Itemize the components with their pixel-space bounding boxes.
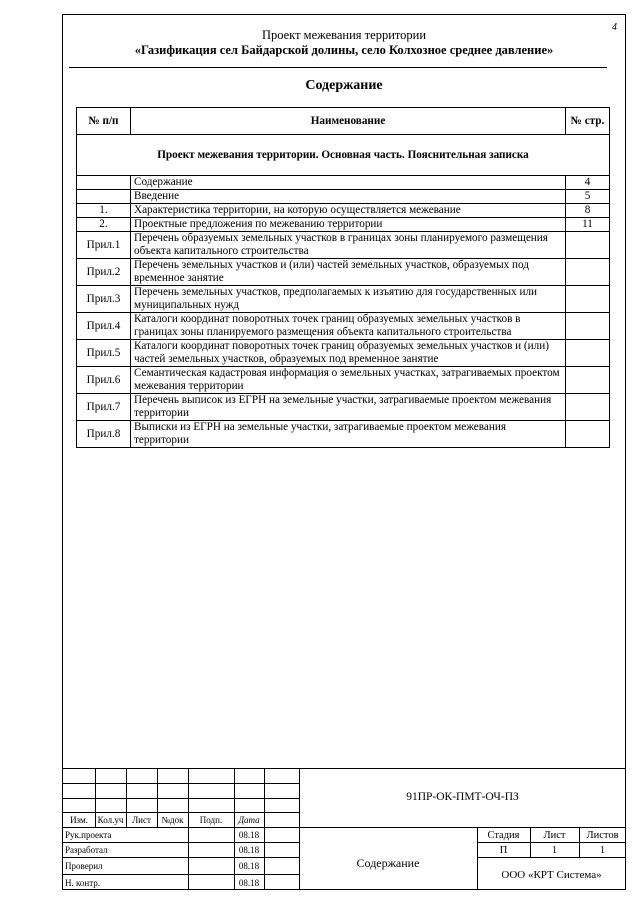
toc-num: Прил.7 [77,394,131,421]
toc-name: Выписки из ЕГРН на земельные участки, затрагиваемые проектом межевания территории [131,421,566,448]
stamp-col-list: Лист [132,815,151,825]
toc-table [76,107,610,448]
col-header-num: № п/п [77,108,131,135]
toc-row [77,190,610,204]
toc-num: 2. [77,218,131,232]
toc-row [77,204,610,218]
toc-page: 11 [566,218,610,232]
stamp-doc-name: Содержание [356,856,420,870]
stamp-date-4: 08.18 [238,878,260,888]
toc-header-row [77,108,610,135]
toc-num: Прил.5 [77,340,131,367]
toc-num: Прил.2 [77,259,131,286]
toc-title: Содержание [305,78,383,93]
stamp-col-data: Дата [238,815,260,825]
toc-row [77,421,610,448]
toc-page [566,259,610,286]
toc-num: Прил.8 [77,421,131,448]
toc-num: 1. [77,204,131,218]
toc-num: Прил.1 [77,232,131,259]
toc-page [566,313,610,340]
toc-section-title: Проект межевания территории. Основная часть. Пояснительная записка [77,135,610,176]
stamp-doc-code: 91ПР-ОК-ПМТ-ОЧ-ПЗ [406,791,519,803]
stamp-role-4: Н. контр. [65,878,101,888]
stamp-date-2: 08.18 [238,845,260,855]
toc-page: 5 [566,190,610,204]
stamp-date-1: 08.18 [238,830,260,840]
toc-row [77,232,610,259]
stamp-role-1: Рук.проекта [65,830,112,840]
toc-name: Каталоги координат поворотных точек границ образуемых земельных участков и (или) частей земельных участков, образуемых под временное занятие [131,340,566,367]
toc-name: Перечень образуемых земельных участков в границах зоны планируемого размещения объекта капитального строительства [131,232,566,259]
toc-name: Семантическая кадастровая информация о земельных участках, затрагиваемых проектом межевания территории [131,367,566,394]
toc-name: Содержание [131,176,566,190]
toc-name: Проектные предложения по межеванию территории [131,218,566,232]
stamp-sheet-value: 1 [551,845,558,856]
header-line-1: Проект межевания территории [261,28,427,42]
toc-name: Перечень выписок из ЕГРН на земельные участки, затрагиваемые проектом межевания территории [131,394,566,421]
toc-name: Каталоги координат поворотных точек границ образуемых земельных участков в границах зоны планируемого размещения объекта капитального строительства [131,313,566,340]
toc-num: Прил.3 [77,286,131,313]
stamp-sheets-value: 1 [599,845,606,856]
toc-num [77,190,131,204]
toc-name: Перечень земельных участков и (или) частей земельных участков, образуемых под временное занятие [131,259,566,286]
toc-num: Прил.4 [77,313,131,340]
stamp-stage-value: П [499,845,508,856]
stamp-stage-label: Стадия [487,830,520,841]
toc-section-row [77,135,610,176]
stamp-col-podp: Подп. [199,815,223,825]
page-frame [62,14,626,890]
toc-page: 4 [566,176,610,190]
toc-name: Введение [131,190,566,204]
stamp-sheets-label: Листов [586,830,619,841]
toc-row [77,259,610,286]
toc-row [77,218,610,232]
stamp-date-3: 08.18 [238,861,260,871]
toc-num: Прил.6 [77,367,131,394]
toc-page [566,286,610,313]
toc-name: Характеристика территории, на которую осуществляется межевание [131,204,566,218]
page-number: 4 [612,22,617,33]
toc-page [566,421,610,448]
header-line-2: «Газификация сел Байдарской долины, село Колхозное среднее давление» [134,43,554,57]
stamp-company: ООО «КРТ Система» [501,869,602,881]
toc-row [77,313,610,340]
toc-row [77,394,610,421]
toc-row [77,176,610,190]
stamp-role-2: Разработал [65,845,108,855]
toc-name: Перечень земельных участков, предполагаемых к изъятию для государственных или муниципальных нужд [131,286,566,313]
toc-num [77,176,131,190]
toc-page [566,340,610,367]
stamp-col-koluch: Кол.уч [97,815,124,825]
stamp-col-ndok: №док [161,815,184,825]
col-header-name: Наименование [131,108,566,135]
toc-page [566,394,610,421]
stamp-role-3: Проверил [65,861,103,871]
header-divider [69,67,607,68]
stamp-col-izm: Изм. [70,815,88,825]
toc-row [77,367,610,394]
toc-page [566,367,610,394]
stamp-sheet-label: Лист [543,830,566,841]
toc-page [566,232,610,259]
col-header-page: № стр. [566,108,610,135]
title-block-stamp [63,768,626,890]
toc-row [77,286,610,313]
toc-page: 8 [566,204,610,218]
toc-row [77,340,610,367]
